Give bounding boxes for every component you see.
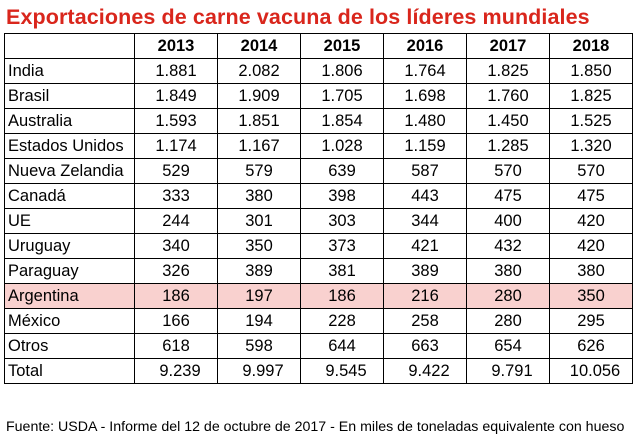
value-cell: 228	[301, 309, 384, 334]
value-cell: 475	[467, 184, 550, 209]
value-cell: 344	[384, 209, 467, 234]
value-cell: 333	[135, 184, 218, 209]
value-cell: 1.159	[384, 134, 467, 159]
value-cell: 1.825	[467, 59, 550, 84]
value-cell: 663	[384, 334, 467, 359]
value-cell: 380	[218, 184, 301, 209]
table-row	[5, 334, 633, 359]
header-cell-2018: 2018	[550, 34, 633, 59]
value-cell: 529	[135, 159, 218, 184]
value-cell: 421	[384, 234, 467, 259]
source-note: Fuente: USDA - Informe del 12 de octubre de 2017 - En miles de toneladas equivalente con hueso	[6, 419, 625, 435]
value-cell: 1.705	[301, 84, 384, 109]
value-cell: 1.760	[467, 84, 550, 109]
value-cell: 1.825	[550, 84, 633, 109]
value-cell: 587	[384, 159, 467, 184]
value-cell: 166	[135, 309, 218, 334]
value-cell: 216	[384, 284, 467, 309]
value-cell: 1.167	[218, 134, 301, 159]
row-label: Paraguay	[5, 259, 135, 284]
table-row	[5, 184, 633, 209]
value-cell: 400	[467, 209, 550, 234]
value-cell: 381	[301, 259, 384, 284]
row-label: Argentina	[5, 284, 135, 309]
table-row	[5, 209, 633, 234]
value-cell: 301	[218, 209, 301, 234]
value-cell: 639	[301, 159, 384, 184]
value-cell: 1.174	[135, 134, 218, 159]
value-cell: 626	[550, 334, 633, 359]
value-cell: 186	[301, 284, 384, 309]
row-label: México	[5, 309, 135, 334]
header-cell-2014: 2014	[218, 34, 301, 59]
header-row	[5, 34, 633, 59]
header-cell-2013: 2013	[135, 34, 218, 59]
value-cell: 326	[135, 259, 218, 284]
row-label: Australia	[5, 109, 135, 134]
value-cell: 389	[384, 259, 467, 284]
value-cell: 1.698	[384, 84, 467, 109]
value-cell: 644	[301, 334, 384, 359]
row-label: Estados Unidos	[5, 134, 135, 159]
row-label: India	[5, 59, 135, 84]
row-label: Otros	[5, 334, 135, 359]
value-cell: 570	[467, 159, 550, 184]
row-label: Nueva Zelandia	[5, 159, 135, 184]
value-cell: 1.851	[218, 109, 301, 134]
value-cell: 1.285	[467, 134, 550, 159]
value-cell: 1.806	[301, 59, 384, 84]
row-label: Uruguay	[5, 234, 135, 259]
value-cell: 9.791	[467, 359, 550, 384]
value-cell: 1.450	[467, 109, 550, 134]
value-cell: 570	[550, 159, 633, 184]
value-cell: 194	[218, 309, 301, 334]
value-cell: 197	[218, 284, 301, 309]
table-row	[5, 59, 633, 84]
table-row	[5, 259, 633, 284]
row-label: Total	[5, 359, 135, 384]
value-cell: 1.854	[301, 109, 384, 134]
table-title: Exportaciones de carne vacuna de los líderes mundiales	[6, 5, 590, 29]
value-cell: 1.593	[135, 109, 218, 134]
value-cell: 420	[550, 234, 633, 259]
table-row	[5, 134, 633, 159]
value-cell: 280	[467, 284, 550, 309]
value-cell: 186	[135, 284, 218, 309]
total-row	[5, 359, 633, 384]
value-cell: 2.082	[218, 59, 301, 84]
value-cell: 443	[384, 184, 467, 209]
header-cell-2016: 2016	[384, 34, 467, 59]
value-cell: 9.239	[135, 359, 218, 384]
value-cell: 340	[135, 234, 218, 259]
value-cell: 1.850	[550, 59, 633, 84]
value-cell: 9.545	[301, 359, 384, 384]
value-cell: 1.764	[384, 59, 467, 84]
value-cell: 1.320	[550, 134, 633, 159]
value-cell: 295	[550, 309, 633, 334]
value-cell: 1.881	[135, 59, 218, 84]
exports-table	[4, 33, 633, 384]
value-cell: 389	[218, 259, 301, 284]
value-cell: 244	[135, 209, 218, 234]
row-label: Brasil	[5, 84, 135, 109]
table-row	[5, 234, 633, 259]
value-cell: 373	[301, 234, 384, 259]
value-cell: 10.056	[550, 359, 633, 384]
value-cell: 303	[301, 209, 384, 234]
value-cell: 380	[550, 259, 633, 284]
value-cell: 350	[218, 234, 301, 259]
value-cell: 432	[467, 234, 550, 259]
header-cell-empty	[5, 34, 135, 59]
value-cell: 398	[301, 184, 384, 209]
value-cell: 1.028	[301, 134, 384, 159]
value-cell: 258	[384, 309, 467, 334]
header-cell-2015: 2015	[301, 34, 384, 59]
table-body	[5, 59, 633, 384]
table-row	[5, 84, 633, 109]
value-cell: 9.422	[384, 359, 467, 384]
value-cell: 9.997	[218, 359, 301, 384]
value-cell: 618	[135, 334, 218, 359]
table-row	[5, 159, 633, 184]
table-row	[5, 109, 633, 134]
value-cell: 598	[218, 334, 301, 359]
value-cell: 1.909	[218, 84, 301, 109]
value-cell: 579	[218, 159, 301, 184]
header-cell-2017: 2017	[467, 34, 550, 59]
row-label: UE	[5, 209, 135, 234]
value-cell: 350	[550, 284, 633, 309]
value-cell: 1.525	[550, 109, 633, 134]
table-row	[5, 284, 633, 309]
value-cell: 654	[467, 334, 550, 359]
table-row	[5, 309, 633, 334]
value-cell: 280	[467, 309, 550, 334]
value-cell: 380	[467, 259, 550, 284]
value-cell: 420	[550, 209, 633, 234]
row-label: Canadá	[5, 184, 135, 209]
value-cell: 1.849	[135, 84, 218, 109]
value-cell: 1.480	[384, 109, 467, 134]
value-cell: 475	[550, 184, 633, 209]
